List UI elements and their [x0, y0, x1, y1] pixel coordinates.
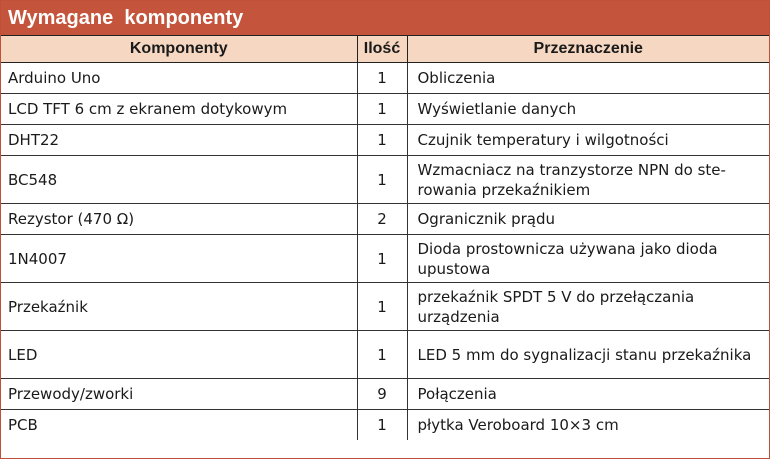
cell-purpose: Czujnik temperatury i wilgotności: [407, 125, 769, 156]
table-row: [1, 331, 769, 379]
cell-purpose: Połączenia: [407, 379, 769, 410]
cell-component: 1N4007: [1, 235, 357, 283]
cell-component: DHT22: [1, 125, 357, 156]
cell-quantity: 1: [357, 125, 407, 156]
cell-purpose: Wyświetlanie danych: [407, 94, 769, 125]
cell-purpose: Wzmacniacz na tranzystorze NPN do ste-rowania przekaźnikiem: [407, 156, 769, 204]
table-title: Wymagane komponenty: [1, 1, 769, 35]
cell-component: Rezystor (470 Ω): [1, 204, 357, 235]
cell-quantity: 1: [357, 94, 407, 125]
table-row: [1, 410, 769, 441]
cell-quantity: 1: [357, 156, 407, 204]
cell-purpose: LED 5 mm do sygnalizacji stanu przekaźnika: [407, 331, 769, 379]
cell-purpose: Dioda prostownicza używana jako dioda upustowa: [407, 235, 769, 283]
cell-quantity: 9: [357, 379, 407, 410]
cell-quantity: 2: [357, 204, 407, 235]
header-quantity: Ilość: [357, 36, 407, 63]
cell-purpose: Obliczenia: [407, 63, 769, 94]
table-row: [1, 379, 769, 410]
cell-quantity: 1: [357, 235, 407, 283]
header-purpose: Przeznaczenie: [407, 36, 769, 63]
cell-component: LED: [1, 331, 357, 379]
cell-purpose: płytka Veroboard 10×3 cm: [407, 410, 769, 441]
cell-component: PCB: [1, 410, 357, 441]
header-component: Komponenty: [1, 36, 357, 63]
table-header-row: [1, 36, 769, 63]
table-row: [1, 283, 769, 331]
cell-quantity: 1: [357, 63, 407, 94]
table-row: [1, 63, 769, 94]
cell-component: LCD TFT 6 cm z ekranem dotykowym: [1, 94, 357, 125]
table-row: [1, 156, 769, 204]
cell-purpose: przekaźnik SPDT 5 V do przełączania urządzenia: [407, 283, 769, 331]
components-table: [1, 35, 769, 440]
cell-purpose: Ogranicznik prądu: [407, 204, 769, 235]
table-row: [1, 125, 769, 156]
cell-component: BC548: [1, 156, 357, 204]
cell-component: Arduino Uno: [1, 63, 357, 94]
cell-quantity: 1: [357, 331, 407, 379]
cell-component: Przewody/zworki: [1, 379, 357, 410]
cell-quantity: 1: [357, 283, 407, 331]
cell-component: Przekaźnik: [1, 283, 357, 331]
table-row: [1, 204, 769, 235]
table-row: [1, 94, 769, 125]
cell-quantity: 1: [357, 410, 407, 441]
table-row: [1, 235, 769, 283]
